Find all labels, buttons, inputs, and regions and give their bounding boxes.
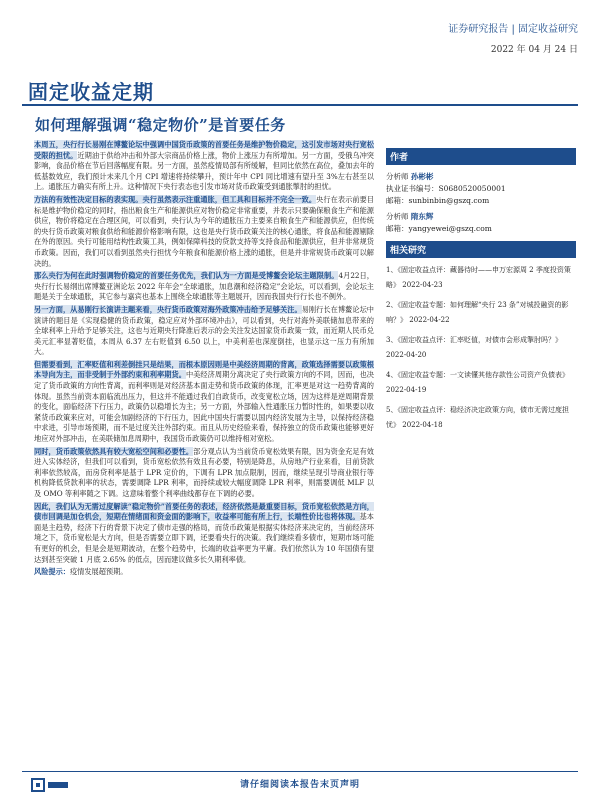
author-email: 邮箱：yangyewei@gszq.com [386, 224, 492, 233]
paragraph-body: 基本面是主趋势，经济下行的背景下决定了债市走强的格局，而货币政策是根据实体经济来决定的，当前经济环境之下，货币宽松是大方向，但是否需要立即下调，还要看央行的决策。我们继续看多债市，短期市场可能有更好的机会，但是会是短期波动，在整个趋势中，长端的收益率更为平庸。我们依然认为 10 年国债有望达到甚至突破 1 月底 2.65% 的低点，因而建议做多长久期利率债。 [34, 512, 374, 564]
author-name: 孙彬彬 [410, 172, 434, 181]
paragraph [34, 502, 374, 566]
related-item[interactable] [386, 298, 576, 328]
author-role: 分析师 [386, 172, 409, 181]
report-title: 如何理解强调“稳定物价”是首要任务 [35, 116, 286, 134]
risk-paragraph [34, 567, 374, 578]
author-name: 隋东辉 [410, 212, 434, 221]
report-header [448, 20, 578, 60]
title-divider [22, 104, 578, 106]
paragraph-lead: 方法的有效性决定目标的表实现。央行虽然表示注重通胀，但工具和目标并不完全一致。 [34, 194, 317, 204]
paragraph-lead: 本周五，央行行长易刚在博鳌论坛中强调中国货币政策的首要任务是维护物价稳定，这引发市场对央行宽松受限的担忧。 [34, 140, 374, 160]
paragraph-lead: 同时，货币政策依然具有较大宽松空间和必要性。 [34, 446, 194, 456]
related-item[interactable] [386, 368, 576, 398]
paragraph [34, 305, 374, 358]
report-type: 证券研究报告 | 固定收益研究 [448, 24, 578, 35]
paragraph-body: 易刚行长在博鳌论坛中演讲的题目是《实现稳健的货币政策，稳定应对外部环境冲击》，可以看到，央行对海外美联储加息带来的全球利率上升给予足够关注，这也与近期央行降准后表示的会关注发达国家货币政策一致，而近期人民币兑美元汇率显著贬值，本周从 6.37 左右贬值到 6.50 以上，中美利差也深度倒挂，也显示这一压力有所加大。 [34, 304, 374, 357]
paragraph-body: 部分观点认为当前货币宽松效果有限，因为资金充足有效进入实体经济，但我们可以看到，货币宽松依然有效且有必要，特别是降息，从房地产行业来看，目前贷款利率依然较高，而房贷利率是基于 LPR 定价的，下调有 LPR 加点限制，因而，继续呈现引导商业银行等机构降低贷款利率的状态，需要调降 LPR 利率，而持续或较大幅度调降 LPR 利率，则需要调低 MLF 以及 OMO 等利率随之下调。这意味着整个利率曲线都存在下调的必要。 [34, 446, 374, 498]
paragraph-lead: 那么央行为何在此时强调物价稳定的首要任务优先，我们认为一方面是受博鳌会论坛主题限制。 [34, 271, 339, 281]
paragraph-body: 中美经济周期分离决定了央行政策方向的不同，因而，也决定了货币政策的方向性背离，而利率则是对经济基本面走势和货币政策的体现，汇率更是对这一趋势背离的体现。虽然当前资本面临流出压力，但这并不能通过我们自政货币，改变宽松立场，因为这样是逆周期背景的变化，面临经济下行压力，政策仍以稳增长为主；另一方面，外部输入性通胀压力暂时性的，如果要以收紧货币政策来应对，可能会加剧经济的下行压力，因此中国央行需要以国内经济发展为主导，以保持经济稳中求进，引导市场预期，而不是过度关注外部约束。而且从历史经验来看，保持独立的货币政策也能够更好地应对外部冲击，在美联储加息周期中，我国货币政策仍可以维持相对宽松。 [34, 370, 374, 444]
related-date: 2022-04-18 [402, 421, 443, 429]
author-cert: 执业证书编号：S0680520050001 [386, 184, 506, 193]
related-title[interactable]: 2、《固定收益专题：如何理解“央行 23 条”对城投融资的影响？》 [386, 301, 569, 324]
related-list [386, 263, 576, 433]
sidebar [386, 148, 576, 433]
related-item[interactable] [386, 333, 576, 363]
author-email: 邮箱：sunbinbin@gszq.com [386, 196, 490, 205]
related-title[interactable]: 4、《固定收益专题：一文读懂其他存款性公司资产负债表》 [386, 371, 569, 379]
author-role: 分析师 [386, 212, 409, 221]
author-heading: 作者 [386, 148, 576, 165]
paragraph-lead: 因此，我们认为无需过度解读“稳定物价”首要任务的表述，经济依然是最重要目标，货币宽松依然是方向，债市回调是加仓机会，短期在情绪面和资金面的影响下，收益率可能有所上行，长端性价比也将体现。 [34, 501, 374, 522]
risk-body: 疫情发展超预期。 [69, 567, 128, 577]
related-date: 2022-04-23 [402, 281, 443, 289]
author-block [386, 171, 576, 235]
paragraph [34, 271, 374, 303]
paragraph-body: 4月22日，央行行长易纲出席博鳌亚洲论坛 2022 年年会“全球通胀，加息潮和经济稳定”会论坛，可以看到，会论坛主题是关于全球通胀，其它参与嘉宾也基本上围绕全球通胀等主题展开，因而我国央行行长也不例外。 [34, 271, 374, 302]
related-title[interactable]: 1、《固定收益点评：藏器待时——申万宏源周 2 季度投资策略》 [386, 266, 571, 289]
related-title[interactable]: 3、《固定收益点评：汇率贬值，对债市会形成掣肘吗？》 [386, 336, 562, 344]
paragraph [34, 360, 374, 445]
paragraph [34, 447, 374, 500]
related-date: 2022-04-20 [386, 351, 427, 359]
related-heading: 相关研究 [386, 241, 576, 258]
risk-lead: 风险提示： [34, 567, 70, 577]
related-date: 2022-04-19 [386, 386, 427, 394]
paragraph [34, 140, 374, 193]
report-category: 固定收益定期 [28, 80, 154, 104]
paragraph-body: 近期油于供给冲击和外部大宗商品价格上涨，物价上涨压力有所增加。另一方面，受俄乌冲突影响，食品价格在节后回落幅度有限。另一方面，虽然疫情局部有所缓解，但同比依然在高位，叠加去年的低基数效应，我们预计未来几个月 CPI 增速将持续攀升，预计年中 CPI 同比增速有望升至 3%左右甚至以上。通胀压力确实有所上升。这种情况下央行表态也引发市场对货币政策受到通胀掣肘的担忧。 [34, 150, 374, 192]
related-title[interactable]: 5、《固定收益点评：稳经济决定政策方向，债市无需过度担忧》 [386, 406, 569, 429]
paragraph [34, 195, 374, 269]
related-item[interactable] [386, 263, 576, 293]
footer-disclaimer: 请仔细阅读本报告末页声明 [239, 780, 360, 790]
main-content [34, 140, 374, 580]
report-date: 2022 年 04 月 24 日 [490, 45, 578, 55]
related-item[interactable] [386, 403, 576, 433]
paragraph-body: 央行在表示前要目标是维护物价稳定的同时，指出粮食生产和能源供应对物价稳定非常重要，并表示只要确保粮食生产和能源供应，物价将稳定在合理区间，可以看到，央行认为今年的通胀压力主要来自粮食生产和能源供应，但传统的央行货币政策对粮食供给和能源价格影响有限，这也是央行货币政策关注的核心通胀，将食品和能源剔除在外的原因。央行可能用结构性政策工具，例如保障科技的贷款支持等支持食品和能源供应，但并非常规货币政策。因而，我们可以看到虽然央行担忧今年粮食和能源价格上涨的通胀，但是并非常规货币政策可以解决的。 [34, 194, 374, 268]
paragraph-lead: 但需要看到，汇率贬值和利差倒挂只是结果，而根本原因则是中美经济周期的背离，政策选择需要以政策根本导向为主，而非受制于外部约束和利率期货。 [34, 359, 374, 380]
related-date: 2022-04-22 [409, 316, 450, 324]
paragraph-lead: 另一方面，从易刚行长演讲主题来看，央行货币政策对海外政策冲击给予足够关注。 [34, 304, 302, 314]
footer-divider [22, 771, 578, 772]
